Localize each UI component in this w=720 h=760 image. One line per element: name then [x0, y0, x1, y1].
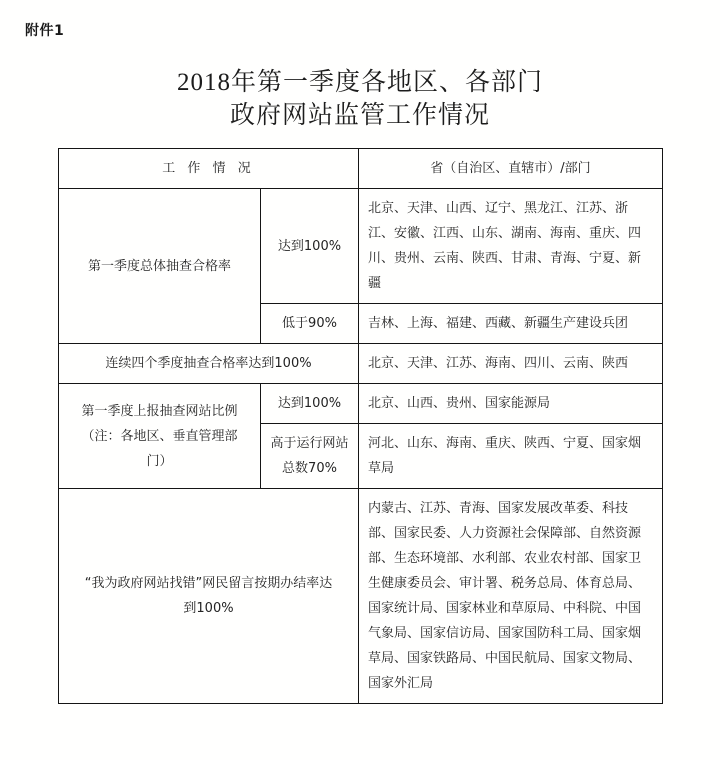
row-label-citizen-feedback-line-1: “我为政府网站找错”网民留言按期办结率达 — [84, 576, 333, 591]
regions-citizen-feedback-100: 内蒙古、江苏、青海、国家发展改革委、科技部、国家民委、人力资源社会保障部、自然资源部、生态环境部、水利部、农业农村部、国家卫生健康委员会、审计署、税务总局、体育总局、国家统计局、国家林业和草原局、中科院、中国气象局、国家信访局、国家国防科工局、国家烟草局、国家铁路局、中国民航局、国家文物局、国家外汇局 — [359, 489, 663, 704]
row-label-reported-site-ratio-line-2: （注：各地区、垂直管理部 — [81, 428, 238, 444]
page-title — [0, 66, 720, 132]
criterion-above-70-reported — [261, 424, 359, 489]
row-label-overall-pass-rate: 第一季度总体抽查合格率 — [59, 189, 261, 344]
column-header-work-status-label: 工 作 情 况 — [162, 161, 255, 176]
row-label-reported-site-ratio — [59, 384, 261, 489]
row-label-reported-site-ratio-line-3: 门） — [146, 453, 173, 469]
table-row — [59, 384, 663, 424]
regions-reported-reach-100: 北京、山西、贵州、国家能源局 — [359, 384, 663, 424]
row-label-four-quarters-100: 连续四个季度抽查合格率达到100% — [59, 344, 359, 384]
page-title-line-1: 2018年第一季度各地区、各部门 — [176, 69, 543, 96]
criterion-above-70-line-1: 高于运行网站 — [270, 436, 349, 451]
row-label-citizen-feedback-completion — [59, 489, 359, 704]
page-title-line-2: 政府网站监管工作情况 — [229, 102, 490, 129]
criterion-below-90-overall: 低于90% — [261, 304, 359, 344]
column-header-provinces-departments: 省（自治区、直辖市）/部门 — [359, 149, 663, 189]
row-label-reported-site-ratio-line-1: 第一季度上报抽查网站比例 — [81, 403, 238, 419]
criterion-reach-100-overall: 达到100% — [261, 189, 359, 304]
table-row — [59, 189, 663, 304]
regions-overall-reach-100: 北京、天津、山西、辽宁、黑龙江、江苏、浙江、安徽、江西、山东、湖南、海南、重庆、四川、贵州、云南、陕西、甘肃、青海、宁夏、新疆 — [359, 189, 663, 304]
column-header-work-status — [59, 149, 359, 189]
table-row — [59, 489, 663, 704]
regions-four-quarters-100: 北京、天津、江苏、海南、四川、云南、陕西 — [359, 344, 663, 384]
report-table — [58, 148, 663, 704]
criterion-above-70-line-2: 总数70% — [282, 461, 337, 476]
table-row — [59, 344, 663, 384]
regions-reported-above-70: 河北、山东、海南、重庆、陕西、宁夏、国家烟草局 — [359, 424, 663, 489]
regions-overall-below-90: 吉林、上海、福建、西藏、新疆生产建设兵团 — [359, 304, 663, 344]
criterion-reach-100-reported: 达到100% — [261, 384, 359, 424]
row-label-citizen-feedback-line-2: 到100% — [183, 601, 234, 616]
report-table-container — [58, 148, 662, 704]
table-header-row — [59, 149, 663, 189]
attachment-label: 附件1 — [25, 23, 65, 39]
